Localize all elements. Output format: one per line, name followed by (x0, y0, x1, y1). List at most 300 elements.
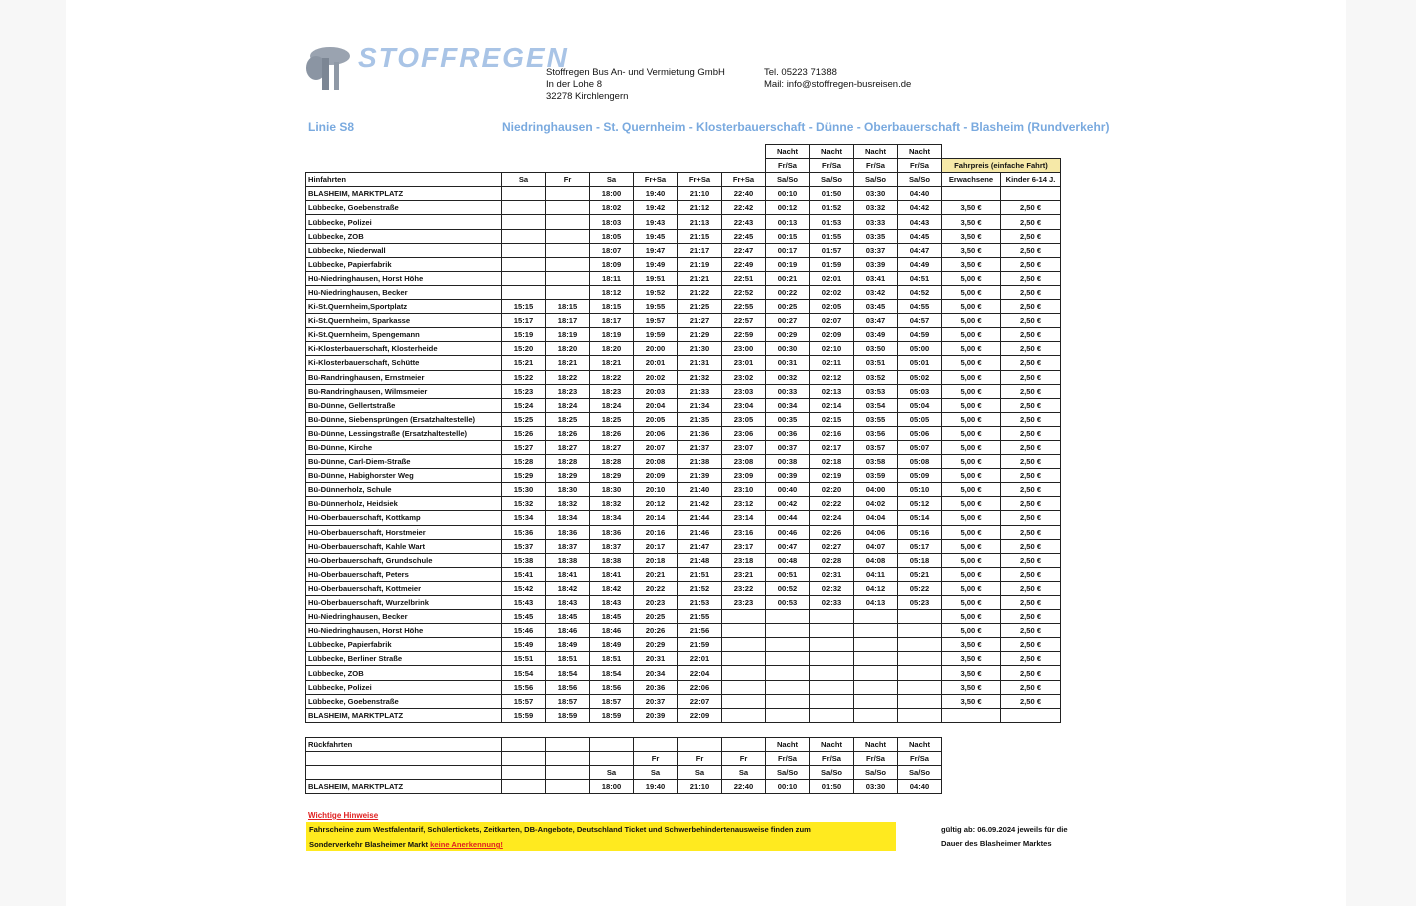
time-cell: 00:10 (766, 187, 810, 201)
time-cell: 15:23 (502, 384, 546, 398)
time-cell: 05:21 (898, 567, 942, 581)
stop-name: Bü-Dünne, Gellertstraße (306, 398, 502, 412)
time-cell: 18:30 (546, 483, 590, 497)
header-empty (942, 145, 1001, 159)
validity-line-2: Dauer des Blasheimer Marktes (941, 839, 1052, 848)
stop-name: Ki-St.Quernheim, Spengemann (306, 328, 502, 342)
column-header: Sa/So (854, 173, 898, 187)
time-cell: 15:27 (502, 440, 546, 454)
stop-name: Lübbecke, Goebenstraße (306, 201, 502, 215)
time-cell: 18:28 (590, 455, 634, 469)
table-row (306, 257, 1061, 271)
header-day: Fr/Sa (810, 159, 854, 173)
time-cell: 15:34 (502, 511, 546, 525)
time-cell: 00:21 (766, 271, 810, 285)
time-cell: 04:40 (898, 780, 942, 794)
table-row (306, 680, 1061, 694)
time-cell (502, 738, 546, 752)
time-cell: 18:32 (590, 497, 634, 511)
time-cell (898, 638, 942, 652)
time-cell: 00:38 (766, 455, 810, 469)
time-cell: 15:51 (502, 652, 546, 666)
time-cell: 05:00 (898, 342, 942, 356)
time-cell: 18:51 (590, 652, 634, 666)
company-street: In der Lohe 8 (546, 79, 602, 90)
time-cell: 18:51 (546, 652, 590, 666)
time-cell (502, 285, 546, 299)
stop-name: Hü-Oberbauerschaft, Horstmeier (306, 525, 502, 539)
time-cell: 04:55 (898, 300, 942, 314)
time-cell: Nacht (766, 738, 810, 752)
notes-warning: keine Anerkennung! (430, 840, 503, 849)
time-cell (590, 752, 634, 766)
time-cell: 20:29 (634, 638, 678, 652)
time-cell: 02:16 (810, 426, 854, 440)
time-cell: 03:51 (854, 356, 898, 370)
time-cell: 03:42 (854, 285, 898, 299)
fare-cell: 5,00 € (942, 525, 1001, 539)
time-cell (502, 243, 546, 257)
time-cell: 03:47 (854, 314, 898, 328)
time-cell: 00:39 (766, 469, 810, 483)
time-cell (546, 257, 590, 271)
table-row (306, 483, 1061, 497)
time-cell: 18:45 (546, 610, 590, 624)
table-row (306, 766, 942, 780)
time-cell: 00:13 (766, 215, 810, 229)
stop-name: Bü-Dünne, Siebensprüngen (Ersatzhaltestelle) (306, 412, 502, 426)
time-cell: 18:19 (546, 328, 590, 342)
company-city: 32278 Kirchlengern (546, 91, 629, 102)
fare-cell: 2,50 € (1001, 694, 1061, 708)
time-cell: 00:22 (766, 285, 810, 299)
time-cell: 18:26 (546, 426, 590, 440)
company-name: Stoffregen Bus An- und Vermietung GmbH (546, 67, 725, 78)
time-cell: 15:15 (502, 300, 546, 314)
fare-cell: 2,50 € (1001, 638, 1061, 652)
time-cell: 00:34 (766, 398, 810, 412)
stop-name: Bü-Dünne, Lessingstraße (Ersatzhaltestelle) (306, 426, 502, 440)
time-cell (898, 652, 942, 666)
time-cell: 02:14 (810, 398, 854, 412)
table-row (306, 780, 942, 794)
time-cell (898, 624, 942, 638)
time-cell: 03:30 (854, 780, 898, 794)
time-cell: 20:05 (634, 412, 678, 426)
time-cell: 21:29 (678, 328, 722, 342)
time-cell: 03:45 (854, 300, 898, 314)
time-cell (810, 652, 854, 666)
time-cell: 02:28 (810, 553, 854, 567)
time-cell (546, 243, 590, 257)
time-cell (766, 666, 810, 680)
fare-cell: 5,00 € (942, 610, 1001, 624)
time-cell: 18:25 (546, 412, 590, 426)
fare-cell (1001, 708, 1061, 722)
time-cell: 22:42 (722, 201, 766, 215)
time-cell: 15:56 (502, 680, 546, 694)
time-cell: Sa/So (898, 766, 942, 780)
time-cell: Sa (590, 766, 634, 780)
time-cell: 05:04 (898, 398, 942, 412)
time-cell: 21:38 (678, 455, 722, 469)
time-cell (502, 201, 546, 215)
time-cell: 04:43 (898, 215, 942, 229)
time-cell: 20:06 (634, 426, 678, 440)
time-cell: 21:30 (678, 342, 722, 356)
time-cell: 20:37 (634, 694, 678, 708)
time-cell (810, 694, 854, 708)
time-cell: 18:54 (590, 666, 634, 680)
time-cell: 04:02 (854, 497, 898, 511)
fare-cell: 5,00 € (942, 539, 1001, 553)
time-cell: 02:07 (810, 314, 854, 328)
header-empty (678, 159, 722, 173)
table-row (306, 440, 1061, 454)
time-cell: 03:57 (854, 440, 898, 454)
time-cell (546, 285, 590, 299)
fare-cell: 2,50 € (1001, 384, 1061, 398)
fare-cell: 3,50 € (942, 229, 1001, 243)
time-cell: 22:47 (722, 243, 766, 257)
fare-cell (942, 187, 1001, 201)
time-cell (898, 680, 942, 694)
time-cell: 03:53 (854, 384, 898, 398)
time-cell: 00:42 (766, 497, 810, 511)
fare-cell: 2,50 € (1001, 300, 1061, 314)
stop-name: Bü-Dünnerholz, Heidsiek (306, 497, 502, 511)
time-cell: 15:36 (502, 525, 546, 539)
time-cell: 02:05 (810, 300, 854, 314)
fare-cell: 3,50 € (942, 638, 1001, 652)
header-night: Nacht (766, 145, 810, 159)
table-row (306, 356, 1061, 370)
time-cell: 21:32 (678, 370, 722, 384)
time-cell: 04:57 (898, 314, 942, 328)
time-cell: 20:00 (634, 342, 678, 356)
time-cell: 18:24 (546, 398, 590, 412)
time-cell: 20:14 (634, 511, 678, 525)
time-cell: 22:43 (722, 215, 766, 229)
time-cell: 18:34 (546, 511, 590, 525)
time-cell: 23:10 (722, 483, 766, 497)
header-row (306, 159, 1061, 173)
time-cell: 18:00 (590, 780, 634, 794)
fare-cell: 5,00 € (942, 398, 1001, 412)
stop-name: Rückfahrten (306, 738, 502, 752)
time-cell: 23:05 (722, 412, 766, 426)
time-cell (810, 708, 854, 722)
time-cell: 22:52 (722, 285, 766, 299)
time-cell: 20:07 (634, 440, 678, 454)
time-cell: 18:46 (546, 624, 590, 638)
stop-name: Bü-Randringhausen, Wilmsmeier (306, 384, 502, 398)
time-cell: 01:50 (810, 187, 854, 201)
table-row (306, 412, 1061, 426)
fare-cell: 5,00 € (942, 596, 1001, 610)
time-cell: 05:03 (898, 384, 942, 398)
time-cell: 18:20 (590, 342, 634, 356)
time-cell: 04:51 (898, 271, 942, 285)
time-cell: 15:54 (502, 666, 546, 680)
time-cell: 18:56 (590, 680, 634, 694)
time-cell: 02:19 (810, 469, 854, 483)
stop-name: Lübbecke, Polizei (306, 680, 502, 694)
header-night: Nacht (898, 145, 942, 159)
fare-cell: 2,50 € (1001, 511, 1061, 525)
fare-cell: 2,50 € (1001, 398, 1061, 412)
time-cell: 18:15 (590, 300, 634, 314)
time-cell (546, 187, 590, 201)
time-cell: 20:01 (634, 356, 678, 370)
time-cell: Fr/Sa (898, 752, 942, 766)
time-cell: 05:14 (898, 511, 942, 525)
time-cell (766, 624, 810, 638)
time-cell (502, 271, 546, 285)
time-cell: 22:49 (722, 257, 766, 271)
time-cell: 18:21 (546, 356, 590, 370)
time-cell: 05:18 (898, 553, 942, 567)
time-cell: 02:18 (810, 455, 854, 469)
table-row (306, 215, 1061, 229)
fare-cell: 5,00 € (942, 497, 1001, 511)
time-cell: 00:44 (766, 511, 810, 525)
time-cell: 00:48 (766, 553, 810, 567)
time-cell: 04:13 (854, 596, 898, 610)
fare-cell: 5,00 € (942, 271, 1001, 285)
time-cell: 01:53 (810, 215, 854, 229)
time-cell: 23:14 (722, 511, 766, 525)
stop-name: Hü-Niedringhausen, Becker (306, 610, 502, 624)
time-cell: 20:03 (634, 384, 678, 398)
table-row (306, 398, 1061, 412)
table-row (306, 384, 1061, 398)
time-cell: 15:43 (502, 596, 546, 610)
time-cell: 02:15 (810, 412, 854, 426)
table-row (306, 553, 1061, 567)
time-cell: 18:57 (546, 694, 590, 708)
table-row (306, 469, 1061, 483)
header-empty (306, 145, 502, 159)
fare-cell: 2,50 € (1001, 525, 1061, 539)
time-cell: 19:49 (634, 257, 678, 271)
table-row (306, 638, 1061, 652)
fare-cell: 5,00 € (942, 342, 1001, 356)
table-row (306, 610, 1061, 624)
time-cell: 18:43 (546, 596, 590, 610)
fare-cell: 2,50 € (1001, 285, 1061, 299)
time-cell: 02:31 (810, 567, 854, 581)
time-cell: 05:06 (898, 426, 942, 440)
time-cell: 20:31 (634, 652, 678, 666)
time-cell (898, 666, 942, 680)
time-cell: 15:20 (502, 342, 546, 356)
time-cell (634, 738, 678, 752)
stop-name: Lübbecke, ZOB (306, 229, 502, 243)
time-cell: 23:03 (722, 384, 766, 398)
time-cell: 19:47 (634, 243, 678, 257)
table-row (306, 426, 1061, 440)
time-cell: 18:27 (590, 440, 634, 454)
fare-cell: 3,50 € (942, 215, 1001, 229)
fare-cell: 2,50 € (1001, 426, 1061, 440)
time-cell: 00:19 (766, 257, 810, 271)
fare-cell: 3,50 € (942, 201, 1001, 215)
fare-cell: 2,50 € (1001, 666, 1061, 680)
fare-cell: 2,50 € (1001, 497, 1061, 511)
stop-name: Hü-Oberbauerschaft, Peters (306, 567, 502, 581)
table-row (306, 708, 1061, 722)
stop-name: Ki-St.Quernheim,Sportplatz (306, 300, 502, 314)
time-cell: 03:50 (854, 342, 898, 356)
time-cell: 22:51 (722, 271, 766, 285)
time-cell: 23:18 (722, 553, 766, 567)
time-cell (722, 652, 766, 666)
time-cell (722, 680, 766, 694)
header-empty (722, 159, 766, 173)
time-cell: 15:19 (502, 328, 546, 342)
time-cell (766, 610, 810, 624)
time-cell: 04:11 (854, 567, 898, 581)
header-empty (502, 159, 546, 173)
time-cell: 18:56 (546, 680, 590, 694)
time-cell: Fr/Sa (810, 752, 854, 766)
time-cell: 21:15 (678, 229, 722, 243)
direction-label: Hinfahrten (306, 173, 502, 187)
header-row (306, 145, 1061, 159)
time-cell: Sa (722, 766, 766, 780)
table-row (306, 511, 1061, 525)
time-cell: 15:49 (502, 638, 546, 652)
time-cell: 21:47 (678, 539, 722, 553)
table-row (306, 229, 1061, 243)
time-cell: 00:10 (766, 780, 810, 794)
fare-cell: 2,50 € (1001, 271, 1061, 285)
time-cell: Sa (678, 766, 722, 780)
fare-cell: 2,50 € (1001, 539, 1061, 553)
time-cell: 02:32 (810, 581, 854, 595)
time-cell: 03:33 (854, 215, 898, 229)
time-cell: 21:10 (678, 187, 722, 201)
time-cell: 18:23 (546, 384, 590, 398)
fare-cell: 2,50 € (1001, 229, 1061, 243)
header-empty (590, 145, 634, 159)
time-cell: 23:08 (722, 455, 766, 469)
fare-cell: 2,50 € (1001, 624, 1061, 638)
time-cell: 18:30 (590, 483, 634, 497)
time-cell: 21:10 (678, 780, 722, 794)
time-cell: 01:50 (810, 780, 854, 794)
time-cell: 21:33 (678, 384, 722, 398)
time-cell: 03:54 (854, 398, 898, 412)
fare-cell: 5,00 € (942, 314, 1001, 328)
time-cell: 19:57 (634, 314, 678, 328)
stop-name: Ki-St.Quernheim, Sparkasse (306, 314, 502, 328)
time-cell: 03:55 (854, 412, 898, 426)
fare-cell: 5,00 € (942, 356, 1001, 370)
stop-name: Hü-Oberbauerschaft, Wurzelbrink (306, 596, 502, 610)
time-cell: Nacht (898, 738, 942, 752)
time-cell: 03:49 (854, 328, 898, 342)
time-cell: 02:09 (810, 328, 854, 342)
time-cell: 02:22 (810, 497, 854, 511)
stop-name: Ki-Klosterbauerschaft, Klosterheide (306, 342, 502, 356)
header-empty (590, 159, 634, 173)
time-cell: 03:32 (854, 201, 898, 215)
time-cell: 22:57 (722, 314, 766, 328)
stop-name (306, 752, 502, 766)
time-cell: 18:38 (546, 553, 590, 567)
time-cell: 18:38 (590, 553, 634, 567)
time-cell (898, 708, 942, 722)
time-cell: 00:52 (766, 581, 810, 595)
header-day: Fr/Sa (898, 159, 942, 173)
time-cell (854, 666, 898, 680)
time-cell: 18:27 (546, 440, 590, 454)
fare-cell: 3,50 € (942, 243, 1001, 257)
table-row (306, 581, 1061, 595)
time-cell: 23:09 (722, 469, 766, 483)
table-row (306, 300, 1061, 314)
time-cell: 21:36 (678, 426, 722, 440)
time-cell: 00:30 (766, 342, 810, 356)
time-cell: Sa/So (810, 766, 854, 780)
time-cell (766, 708, 810, 722)
time-cell: 03:41 (854, 271, 898, 285)
time-cell: 21:25 (678, 300, 722, 314)
time-cell: 18:00 (590, 187, 634, 201)
time-cell: 19:55 (634, 300, 678, 314)
fare-cell: 5,00 € (942, 285, 1001, 299)
time-cell: 20:39 (634, 708, 678, 722)
time-cell: Fr/Sa (854, 752, 898, 766)
time-cell: 18:17 (590, 314, 634, 328)
stop-name: Bü-Dünnerholz, Schule (306, 483, 502, 497)
time-cell: 21:59 (678, 638, 722, 652)
time-cell: 21:35 (678, 412, 722, 426)
time-cell: 15:46 (502, 624, 546, 638)
time-cell: 21:51 (678, 567, 722, 581)
time-cell: 21:56 (678, 624, 722, 638)
time-cell: 21:42 (678, 497, 722, 511)
time-cell: 05:05 (898, 412, 942, 426)
time-cell: 05:10 (898, 483, 942, 497)
time-cell: 18:42 (546, 581, 590, 595)
time-cell (854, 610, 898, 624)
time-cell: 18:26 (590, 426, 634, 440)
time-cell: 00:17 (766, 243, 810, 257)
time-cell: 03:56 (854, 426, 898, 440)
fare-cell (942, 708, 1001, 722)
time-cell: 18:19 (590, 328, 634, 342)
fare-cell: 5,00 € (942, 426, 1001, 440)
time-cell: 01:59 (810, 257, 854, 271)
time-cell: 04:45 (898, 229, 942, 243)
fare-cell: 2,50 € (1001, 469, 1061, 483)
time-cell: 04:04 (854, 511, 898, 525)
fare-cell (1001, 187, 1061, 201)
time-cell (854, 708, 898, 722)
time-cell: 23:00 (722, 342, 766, 356)
notes-title: Wichtige Hinweise (308, 811, 379, 820)
time-cell: 18:41 (546, 567, 590, 581)
time-cell: Sa (634, 766, 678, 780)
time-cell: 15:42 (502, 581, 546, 595)
header-empty (722, 145, 766, 159)
fare-cell: 2,50 € (1001, 412, 1061, 426)
time-cell: 22:59 (722, 328, 766, 342)
time-cell: 18:21 (590, 356, 634, 370)
